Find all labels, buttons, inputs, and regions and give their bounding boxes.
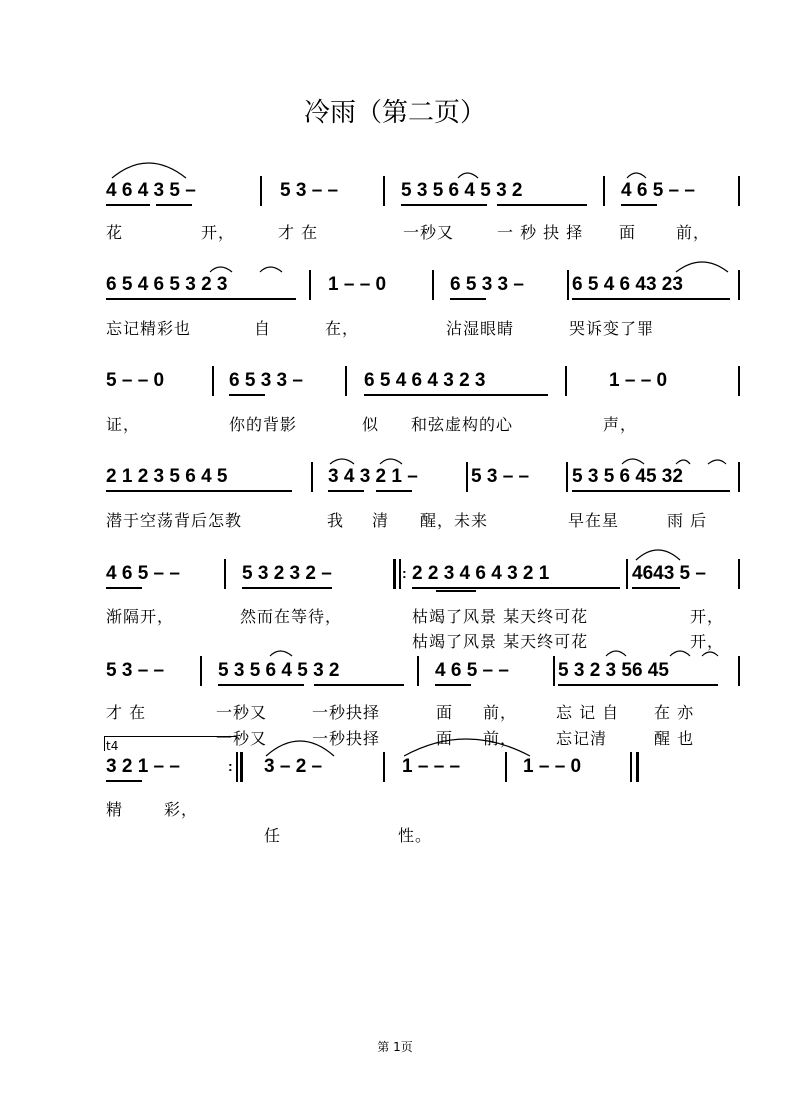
- score-line-4: [0, 466, 790, 496]
- lyric: 在，: [325, 319, 360, 338]
- measure: 1 – – 0: [328, 274, 387, 295]
- measure: 6 5 4 6 5 3 2 3: [106, 274, 228, 295]
- beam-underline: [497, 204, 587, 206]
- slur: [676, 262, 728, 272]
- barline: [260, 176, 262, 206]
- beam-underline: [106, 204, 150, 206]
- lyric: 枯竭了风景 某天终可花: [412, 632, 589, 651]
- lyric: 面: [619, 223, 637, 242]
- measure: 4643 5 –: [632, 563, 706, 584]
- beam-underline: [328, 490, 364, 492]
- barline: [432, 270, 434, 300]
- barline: [738, 176, 740, 206]
- slur: [670, 651, 690, 656]
- beam-underline: [106, 587, 142, 589]
- lyric: 似: [362, 415, 380, 434]
- barline: [738, 656, 740, 686]
- slur: [702, 652, 718, 656]
- measure: 5 3 5 6 4 5 3 2: [218, 660, 340, 681]
- slur: [636, 550, 680, 560]
- lyric: 任: [264, 826, 282, 845]
- lyric: 枯竭了风景 某天终可花: [412, 607, 589, 626]
- lyric: 一秒又: [403, 223, 455, 242]
- barline: [309, 270, 311, 300]
- lyric: 忘记精彩也: [106, 319, 192, 338]
- barline: [567, 270, 569, 300]
- barline: [565, 366, 567, 396]
- lyric: 面: [436, 729, 454, 748]
- lyric: 一秒又: [216, 703, 268, 722]
- slur: [458, 173, 478, 178]
- lyric: 前，: [483, 703, 518, 722]
- slur: [622, 459, 644, 464]
- final-barline: [636, 752, 639, 782]
- lyric: 沾湿眼睛: [446, 319, 515, 338]
- barline: [311, 462, 313, 492]
- beam-underline: [572, 490, 730, 492]
- barline: [553, 656, 555, 686]
- measure: 1 – – 0: [523, 756, 582, 777]
- barline: [566, 462, 568, 492]
- measure: 5 3 2 3 56 45: [558, 660, 669, 681]
- measure: 2 2 3 4 6 4 3 2 1: [412, 563, 550, 584]
- lyric: 潜于空荡背后怎教: [106, 511, 243, 530]
- measure: 4 6 5 – –: [106, 563, 180, 584]
- slur: [330, 459, 354, 464]
- barline: [466, 462, 468, 492]
- lyric: 一秒抉择: [312, 729, 381, 748]
- repeat-dots: :: [228, 758, 233, 774]
- score-line-7: [0, 756, 790, 786]
- measure: 4 6 4 3 5 –: [106, 180, 196, 201]
- lyric: 开，: [201, 223, 236, 242]
- barline: [345, 366, 347, 396]
- measure: 6 5 3 3 –: [450, 274, 524, 295]
- beam-underline: [106, 490, 292, 492]
- page-title: 冷雨（第二页）: [303, 98, 486, 128]
- barline: [383, 752, 385, 782]
- lyric: 醒 也: [654, 729, 695, 748]
- lyric: 性。: [398, 826, 433, 845]
- repeat-dots: :: [402, 565, 407, 581]
- lyric: 前，: [483, 729, 518, 748]
- measure: 3 2 1 – –: [106, 756, 180, 777]
- beam-underline: [435, 684, 471, 686]
- volta-label: t4: [106, 739, 119, 753]
- lyric: 在 亦: [654, 703, 695, 722]
- slur: [270, 651, 292, 656]
- score-line-2: [0, 274, 790, 304]
- measure: 5 – – 0: [106, 370, 165, 391]
- volta-bracket: [104, 736, 237, 751]
- slur: [627, 173, 646, 178]
- lyric: 精: [106, 800, 124, 819]
- beam-underline: [572, 298, 730, 300]
- lyric: 才 在: [106, 703, 147, 722]
- lyric: 花: [106, 223, 124, 242]
- barline: [738, 270, 740, 300]
- score-line-5: [0, 563, 790, 593]
- measure: 5 3 – –: [471, 466, 530, 487]
- barline: [236, 752, 238, 782]
- lyric: 忘 记 自: [556, 703, 620, 722]
- beam-underline: [106, 780, 142, 782]
- measure: 1 – – 0: [609, 370, 668, 391]
- beam-underline: [376, 490, 412, 492]
- measure: 5 3 5 6 45 32: [572, 466, 683, 487]
- barline: [383, 176, 385, 206]
- lyric: 和弦虚构的心: [411, 415, 514, 434]
- beam-underline: [314, 684, 404, 686]
- barline: [738, 366, 740, 396]
- lyric: 声，: [603, 415, 638, 434]
- lyric: 前，: [676, 223, 711, 242]
- slur: [606, 651, 626, 656]
- measure: 2 1 2 3 5 6 4 5: [106, 466, 228, 487]
- barline: [200, 656, 202, 686]
- beam-underline: [106, 298, 296, 300]
- measure: 1 – – –: [402, 756, 461, 777]
- beam-underline: [364, 394, 548, 396]
- repeat-start-barline: [393, 559, 396, 589]
- lyric: 才 在: [278, 223, 319, 242]
- lyric: 我: [327, 511, 345, 530]
- beam-underline: [436, 590, 476, 592]
- lyric: 早在星: [568, 511, 620, 530]
- barline: [603, 176, 605, 206]
- lyric: 开，: [690, 632, 725, 651]
- lyric: 你的背影: [229, 415, 298, 434]
- lyric: 彩，: [164, 800, 199, 819]
- beam-underline: [401, 204, 487, 206]
- measure: 6 5 3 3 –: [229, 370, 303, 391]
- lyric: 自: [254, 319, 272, 338]
- lyric: 忘记清: [556, 729, 608, 748]
- slur: [380, 459, 402, 464]
- slur: [260, 267, 282, 272]
- barline: [626, 559, 628, 589]
- beam-underline: [156, 204, 192, 206]
- beam-underline: [242, 587, 332, 589]
- lyric: 雨 后: [667, 511, 708, 530]
- lyric: 醒，未来: [420, 511, 489, 530]
- measure: 3 4 3 2 1 –: [328, 466, 418, 487]
- beam-underline: [412, 587, 620, 589]
- lyric: 一秒抉择: [312, 703, 381, 722]
- lyric: 然而在等待，: [240, 607, 343, 626]
- lyric: 开，: [690, 607, 725, 626]
- beam-underline: [229, 394, 265, 396]
- score-line-1: [0, 180, 790, 210]
- repeat-end-barline: [240, 752, 243, 782]
- slur: [676, 460, 690, 464]
- beam-underline: [450, 298, 486, 300]
- lyric: 哭诉变了罪: [569, 319, 655, 338]
- beam-underline: [558, 684, 718, 686]
- measure: 4 6 5 – –: [435, 660, 509, 681]
- measure: 5 3 – –: [280, 180, 339, 201]
- page-footer: 第 1页: [377, 1040, 413, 1054]
- barline: [417, 656, 419, 686]
- barline: [399, 559, 401, 589]
- beam-underline: [632, 587, 680, 589]
- measure: 5 3 – –: [106, 660, 165, 681]
- barline: [224, 559, 226, 589]
- lyric: 一秒又: [216, 729, 268, 748]
- barline: [630, 752, 632, 782]
- score-line-3: [0, 370, 790, 400]
- measure: 6 5 4 6 4 3 2 3: [364, 370, 486, 391]
- beam-underline: [218, 684, 304, 686]
- barline: [738, 559, 740, 589]
- lyric: 面: [436, 703, 454, 722]
- barline: [738, 462, 740, 492]
- slur: [210, 267, 232, 272]
- measure: 5 3 5 6 4 5 3 2: [401, 180, 523, 201]
- lyric: 渐隔开，: [106, 607, 175, 626]
- measure: 3 – 2 –: [264, 756, 323, 777]
- measure: 4 6 5 – –: [621, 180, 695, 201]
- lyric: 一 秒 抉 择: [497, 223, 584, 242]
- barline: [505, 752, 507, 782]
- score-line-6: [0, 660, 790, 690]
- barline: [212, 366, 214, 396]
- measure: 6 5 4 6 43 23: [572, 274, 683, 295]
- measure: 5 3 2 3 2 –: [242, 563, 332, 584]
- lyric: 清: [372, 511, 390, 530]
- slur: [112, 163, 186, 178]
- lyric: 证，: [106, 415, 141, 434]
- beam-underline: [621, 204, 657, 206]
- slur: [708, 460, 726, 464]
